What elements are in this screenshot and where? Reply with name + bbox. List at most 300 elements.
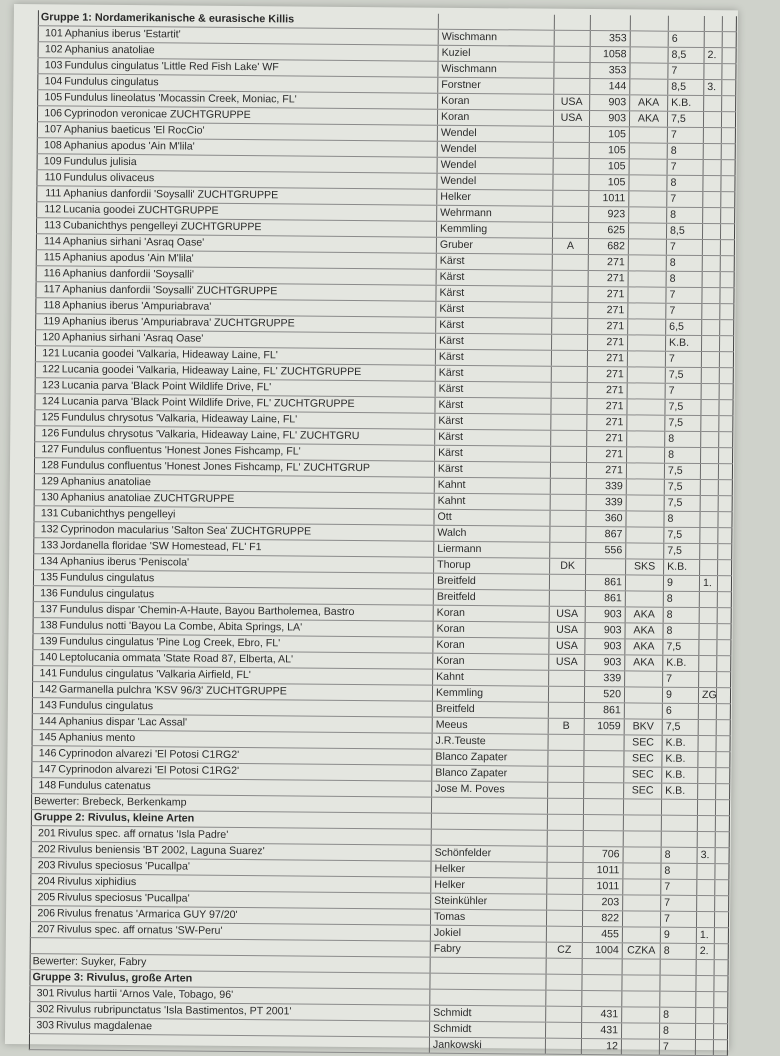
entry-number: 116: [40, 266, 61, 281]
species-name: Aphanius anatoliae: [61, 475, 151, 488]
species-name: Aphanius sirhani 'Asraq Oase': [62, 331, 203, 344]
species-name: Cyprinodon alvarezi 'El Potosi C1RG2': [58, 747, 239, 761]
group-title: Gruppe 3: Rivulus, große Arten: [30, 970, 430, 989]
person-cell: Koran: [433, 637, 549, 654]
code-cell: [582, 990, 622, 1006]
empty-cell: [714, 976, 728, 992]
country-cell: [546, 1006, 582, 1022]
club-cell: [627, 447, 665, 463]
species-name: Fundulus dispar 'Chemin-A-Haute, Bayou Bartholemea, Bastro: [60, 603, 355, 618]
empty-cell: [721, 176, 735, 192]
code-cell: 271: [588, 303, 628, 319]
species-name: Leptolucania ommata 'State Road 87, Elberta, AL': [59, 651, 293, 665]
empty-cell: [713, 1040, 727, 1056]
extra-cell: [703, 112, 721, 128]
species-name: Cyprinodon veronicae ZUCHTGRUPPE: [64, 107, 251, 121]
person-cell: Walch: [434, 525, 550, 542]
empty-cell: [721, 128, 735, 144]
empty-cell: [721, 144, 735, 160]
country-cell: [550, 494, 586, 510]
club-cell: [623, 847, 661, 863]
empty-cell: [438, 14, 554, 31]
extra-cell: [699, 592, 717, 608]
empty-cell: [554, 15, 590, 31]
code-cell: [584, 767, 624, 783]
extra-cell: [702, 240, 720, 256]
code-cell: 861: [584, 703, 624, 719]
value-cell: 7: [667, 127, 703, 143]
country-cell: [546, 926, 582, 942]
extra-cell: [697, 895, 715, 911]
species-name: Aphanius mento: [59, 731, 136, 744]
code-cell: 339: [586, 479, 626, 495]
empty-cell: [623, 799, 661, 815]
country-cell: [551, 430, 587, 446]
club-cell: [627, 367, 665, 383]
country-cell: [552, 270, 588, 286]
entry-number: 102: [42, 42, 63, 57]
extra-cell: [701, 448, 719, 464]
value-cell: 7: [659, 1039, 695, 1055]
extra-cell: [702, 272, 720, 288]
value-cell: 8: [665, 431, 701, 447]
species-name: Fundulus olivaceus: [63, 171, 154, 184]
value-cell: 7: [661, 879, 697, 895]
extra-cell: [701, 400, 719, 416]
code-cell: 339: [586, 495, 626, 511]
entry-number: 124: [38, 394, 59, 409]
species-name: Rivulus frenatus 'Armarica GUY 97/20': [57, 907, 238, 921]
empty-cell: [717, 592, 731, 608]
code-cell: 144: [590, 79, 630, 95]
club-cell: [630, 31, 668, 47]
country-cell: [548, 702, 584, 718]
code-cell: 1011: [583, 862, 623, 878]
country-cell: DK: [550, 558, 586, 574]
entry-number: 109: [41, 154, 62, 169]
person-cell: Koran: [438, 93, 554, 110]
club-cell: [628, 303, 666, 319]
country-cell: [554, 78, 590, 94]
species-name: Aphanius apodus 'Ain M'lila': [63, 251, 194, 264]
code-cell: 271: [588, 319, 628, 335]
code-cell: 556: [586, 543, 626, 559]
empty-cell: [717, 576, 731, 592]
entry-number: 204: [34, 874, 55, 889]
country-cell: [551, 414, 587, 430]
extra-cell: [701, 432, 719, 448]
value-cell: K.B.: [662, 783, 698, 799]
empty-cell: [719, 384, 733, 400]
species-name: Cyprinodon macularius 'Salton Sea' ZUCHTGRUPPE: [60, 523, 311, 537]
extra-cell: [697, 879, 715, 895]
person-cell: Schönfelder: [431, 845, 547, 862]
club-cell: [623, 831, 661, 847]
species-name: Aphanius anatoliae ZUCHTGRUPPE: [61, 491, 235, 505]
species-name: Lucania goodei 'Valkaria, Hideaway Laine, FL': [62, 347, 278, 361]
person-cell: Kärst: [436, 269, 552, 286]
empty-cell: [582, 958, 622, 974]
extra-cell: [700, 496, 718, 512]
judges-text: Bewerter: Suyker, Fabry: [30, 954, 430, 973]
empty-cell: [717, 608, 731, 624]
club-cell: [625, 671, 663, 687]
value-cell: K.B.: [662, 767, 698, 783]
club-cell: [628, 271, 666, 287]
empty-cell: [722, 16, 736, 32]
value-cell: 7,5: [664, 527, 700, 543]
entry-number: 131: [37, 506, 58, 521]
code-cell: 105: [589, 175, 629, 191]
extra-cell: [704, 96, 722, 112]
code-cell: 903: [585, 623, 625, 639]
code-cell: 353: [590, 31, 630, 47]
code-cell: 203: [583, 894, 623, 910]
country-cell: USA: [549, 622, 585, 638]
person-cell: Kahnt: [434, 477, 550, 494]
empty-cell: [430, 973, 546, 990]
code-cell: 861: [585, 575, 625, 591]
entry-number: 302: [33, 1002, 54, 1017]
person-cell: Kärst: [435, 445, 551, 462]
code-cell: 271: [587, 383, 627, 399]
empty-cell: [720, 224, 734, 240]
extra-cell: [700, 544, 718, 560]
species-name: Cubanichthys pengelleyi: [61, 507, 176, 520]
entry-number: 140: [36, 650, 57, 665]
country-cell: [548, 782, 584, 798]
code-cell: 12: [581, 1038, 621, 1054]
value-cell: 8: [666, 271, 702, 287]
species-name: Aphanius iberus 'Ampuriabrava': [62, 299, 211, 312]
extra-cell: [702, 288, 720, 304]
country-cell: [548, 686, 584, 702]
country-cell: [553, 126, 589, 142]
club-cell: [621, 1023, 659, 1039]
entry-number: 138: [37, 618, 58, 633]
entry-number: 127: [38, 442, 59, 457]
species-name: Lucania parva 'Black Point Wildlife Drive, FL' ZUCHTGRUPPE: [61, 395, 354, 410]
code-cell: 455: [582, 926, 622, 942]
person-cell: Kärst: [435, 365, 551, 382]
entry-number: 126: [38, 426, 59, 441]
country-cell: [551, 446, 587, 462]
club-cell: [625, 575, 663, 591]
extra-cell: [700, 560, 718, 576]
person-cell: Kärst: [435, 381, 551, 398]
empty-cell: [716, 752, 730, 768]
person-cell: Koran: [433, 653, 549, 670]
species-name: Aphanius apodus 'Ain M'lila': [64, 139, 195, 152]
country-cell: [550, 542, 586, 558]
club-cell: CZKA: [622, 943, 660, 959]
code-cell: 271: [587, 447, 627, 463]
extra-cell: [695, 1039, 713, 1055]
entry-number: 123: [39, 378, 60, 393]
species-name: Rivulus spec. aff ornatus 'SW-Peru': [57, 923, 223, 936]
value-cell: 7: [666, 303, 702, 319]
entry-number: 125: [38, 410, 59, 425]
entry-number: 201: [35, 826, 56, 841]
country-cell: [552, 286, 588, 302]
country-cell: [547, 862, 583, 878]
person-cell: Helker: [431, 861, 547, 878]
species-name: Fundulus cingulatus: [60, 587, 154, 600]
value-cell: 8: [660, 1007, 696, 1023]
entry-number: 141: [36, 666, 57, 681]
species-name: Rivulus magdalenae: [56, 1019, 152, 1032]
empty-cell: [720, 304, 734, 320]
value-cell: 8: [667, 175, 703, 191]
extra-cell: [703, 144, 721, 160]
person-cell: Kärst: [436, 333, 552, 350]
value-cell: 8: [663, 623, 699, 639]
person-cell: Breitfeld: [433, 573, 549, 590]
empty-cell: [720, 272, 734, 288]
club-cell: [621, 1039, 659, 1055]
empty-cell: [716, 736, 730, 752]
group-title: Gruppe 1: Nordamerikanische & eurasische Killis: [38, 10, 438, 29]
code-cell: 431: [581, 1022, 621, 1038]
entry-number: 136: [37, 586, 58, 601]
extra-cell: [700, 528, 718, 544]
species-name: Lucania goodei ZUCHTGRUPPE: [63, 203, 219, 216]
extra-cell: 3.: [697, 847, 715, 863]
club-cell: SEC: [624, 783, 662, 799]
species-name: Fundulus notti 'Bayou La Combe, Abita Springs, LA': [60, 619, 303, 633]
code-cell: 867: [586, 527, 626, 543]
empty-cell: [718, 560, 732, 576]
species-name: Aphanius dispar 'Lac Assal': [59, 715, 187, 728]
value-cell: 8: [666, 255, 702, 271]
country-cell: [553, 158, 589, 174]
club-cell: SEC: [624, 735, 662, 751]
code-cell: 105: [589, 127, 629, 143]
empty-cell: [716, 704, 730, 720]
extra-cell: [704, 64, 722, 80]
empty-cell: [721, 160, 735, 176]
club-cell: [627, 431, 665, 447]
extra-cell: [699, 608, 717, 624]
club-cell: [629, 191, 667, 207]
club-cell: SKS: [626, 559, 664, 575]
code-cell: 271: [587, 399, 627, 415]
club-cell: [622, 911, 660, 927]
extra-cell: [696, 991, 714, 1007]
club-cell: AKA: [625, 607, 663, 623]
country-cell: [550, 478, 586, 494]
code-cell: 431: [582, 1006, 622, 1022]
code-cell: 271: [587, 431, 627, 447]
species-name: Rivulus spec. aff ornatus 'Isla Padre': [58, 827, 229, 840]
entry-number: 148: [35, 778, 56, 793]
club-cell: [627, 351, 665, 367]
empty-cell: [722, 96, 736, 112]
extra-cell: [699, 656, 717, 672]
entry-number: 105: [41, 90, 62, 105]
empty-cell: [717, 640, 731, 656]
value-cell: 7: [663, 671, 699, 687]
value-cell: 7,5: [663, 639, 699, 655]
extra-cell: 3.: [704, 80, 722, 96]
value-cell: 7,5: [667, 111, 703, 127]
club-cell: [626, 479, 664, 495]
country-cell: USA: [549, 654, 585, 670]
value-cell: [660, 991, 696, 1007]
country-cell: [553, 206, 589, 222]
species-name: Rivulus rubripunctatus 'Isla Bastimentos, PT 2001': [56, 1003, 291, 1017]
person-cell: Kärst: [436, 301, 552, 318]
empty-cell: [622, 975, 660, 991]
value-cell: 6,5: [666, 319, 702, 335]
country-cell: [553, 174, 589, 190]
person-cell: Kärst: [435, 429, 551, 446]
entry-number: 118: [39, 298, 60, 313]
club-cell: [623, 863, 661, 879]
species-name: Rivulus hartii 'Arnos Vale, Tobago, 96': [56, 987, 233, 1001]
country-cell: [552, 302, 588, 318]
empty-cell: [546, 974, 582, 990]
country-cell: [554, 62, 590, 78]
species-name: Lucania goodei 'Valkaria, Hideaway Laine, FL' ZUCHTGRUPPE: [62, 363, 362, 378]
entry-number: 119: [39, 314, 60, 329]
club-cell: [628, 319, 666, 335]
results-table: [29, 10, 737, 1056]
entry-number: 107: [41, 122, 62, 137]
empty-cell: [720, 320, 734, 336]
value-cell: K.B.: [663, 655, 699, 671]
entry-number: 106: [41, 106, 62, 121]
country-cell: USA: [549, 606, 585, 622]
extra-cell: [701, 384, 719, 400]
species-name: Aphanius iberus 'Peniscola': [60, 555, 189, 568]
club-cell: [628, 223, 666, 239]
person-cell: [431, 829, 547, 846]
species-name: Aphanius sirhani 'Asraq Oase': [63, 235, 204, 248]
value-cell: 7,5: [665, 399, 701, 415]
value-cell: K.B.: [662, 751, 698, 767]
empty-cell: [716, 768, 730, 784]
value-cell: K.B.: [662, 735, 698, 751]
entry-number: 112: [40, 202, 61, 217]
empty-cell: [720, 240, 734, 256]
country-cell: [547, 830, 583, 846]
club-cell: [627, 415, 665, 431]
code-cell: [584, 751, 624, 767]
person-cell: [430, 989, 546, 1006]
club-cell: [626, 463, 664, 479]
entry-number: 134: [37, 554, 58, 569]
table-body: [29, 10, 736, 1056]
empty-cell: [717, 656, 731, 672]
species-name: Fundulus cingulatus 'Little Red Fish Lake' WF: [64, 59, 278, 73]
club-cell: [630, 47, 668, 63]
person-cell: Wehrmann: [437, 205, 553, 222]
club-cell: AKA: [625, 655, 663, 671]
entry-number: 103: [41, 58, 62, 73]
club-cell: [626, 495, 664, 511]
extra-cell: [700, 480, 718, 496]
country-cell: [548, 734, 584, 750]
value-cell: 8: [659, 1023, 695, 1039]
person-cell: Liermann: [434, 541, 550, 558]
empty-cell: [431, 797, 547, 814]
club-cell: [622, 991, 660, 1007]
empty-cell: [714, 944, 728, 960]
person-cell: Breitfeld: [432, 701, 548, 718]
species-name: Fundulus julisia: [64, 155, 137, 168]
code-cell: 1004: [582, 942, 622, 958]
country-cell: [547, 846, 583, 862]
country-cell: [552, 254, 588, 270]
species-name: Cubanichthys pengelleyi ZUCHTGRUPPE: [63, 219, 262, 233]
value-cell: 7,5: [664, 543, 700, 559]
person-cell: Wendel: [437, 173, 553, 190]
empty-cell: [718, 512, 732, 528]
country-cell: [546, 910, 582, 926]
extra-cell: [700, 512, 718, 528]
value-cell: [661, 831, 697, 847]
empty-cell: [430, 957, 546, 974]
empty-cell: [715, 816, 729, 832]
person-cell: Gruber: [436, 237, 552, 254]
country-cell: [549, 670, 585, 686]
value-cell: 8: [665, 447, 701, 463]
country-cell: [550, 510, 586, 526]
entry-number: 111: [40, 186, 61, 201]
code-cell: 1058: [590, 47, 630, 63]
code-cell: [583, 830, 623, 846]
club-cell: AKA: [630, 95, 668, 111]
entry-number: 203: [34, 858, 55, 873]
empty-cell: [660, 975, 696, 991]
code-cell: 271: [588, 287, 628, 303]
country-cell: [546, 990, 582, 1006]
empty-cell: [718, 496, 732, 512]
species-name: Aphanius baeticus 'El RocCio': [64, 123, 205, 136]
extra-cell: [698, 719, 716, 735]
extra-cell: 2.: [704, 48, 722, 64]
value-cell: 7,5: [665, 367, 701, 383]
empty-cell: [623, 815, 661, 831]
code-cell: 706: [583, 846, 623, 862]
country-cell: A: [552, 238, 588, 254]
value-cell: 8: [663, 607, 699, 623]
extra-cell: [698, 735, 716, 751]
value-cell: 8: [667, 207, 703, 223]
person-cell: Helker: [437, 189, 553, 206]
value-cell: 7,5: [664, 495, 700, 511]
extra-cell: [695, 1023, 713, 1039]
code-cell: [584, 735, 624, 751]
empty-cell: [622, 959, 660, 975]
extra-cell: [699, 624, 717, 640]
entry-number: 122: [39, 362, 60, 377]
entry-number: 133: [37, 538, 58, 553]
person-cell: Wendel: [437, 141, 553, 158]
entry-number: 108: [41, 138, 62, 153]
extra-cell: [698, 783, 716, 799]
value-cell: 7: [661, 895, 697, 911]
entry-number: 114: [40, 234, 61, 249]
value-cell: 7: [665, 383, 701, 399]
entry-number: 303: [33, 1018, 54, 1033]
species-name: Aphanius iberus 'Estartit': [65, 27, 181, 40]
code-cell: 271: [587, 367, 627, 383]
extra-cell: [701, 416, 719, 432]
code-cell: 105: [589, 143, 629, 159]
extra-cell: [699, 672, 717, 688]
